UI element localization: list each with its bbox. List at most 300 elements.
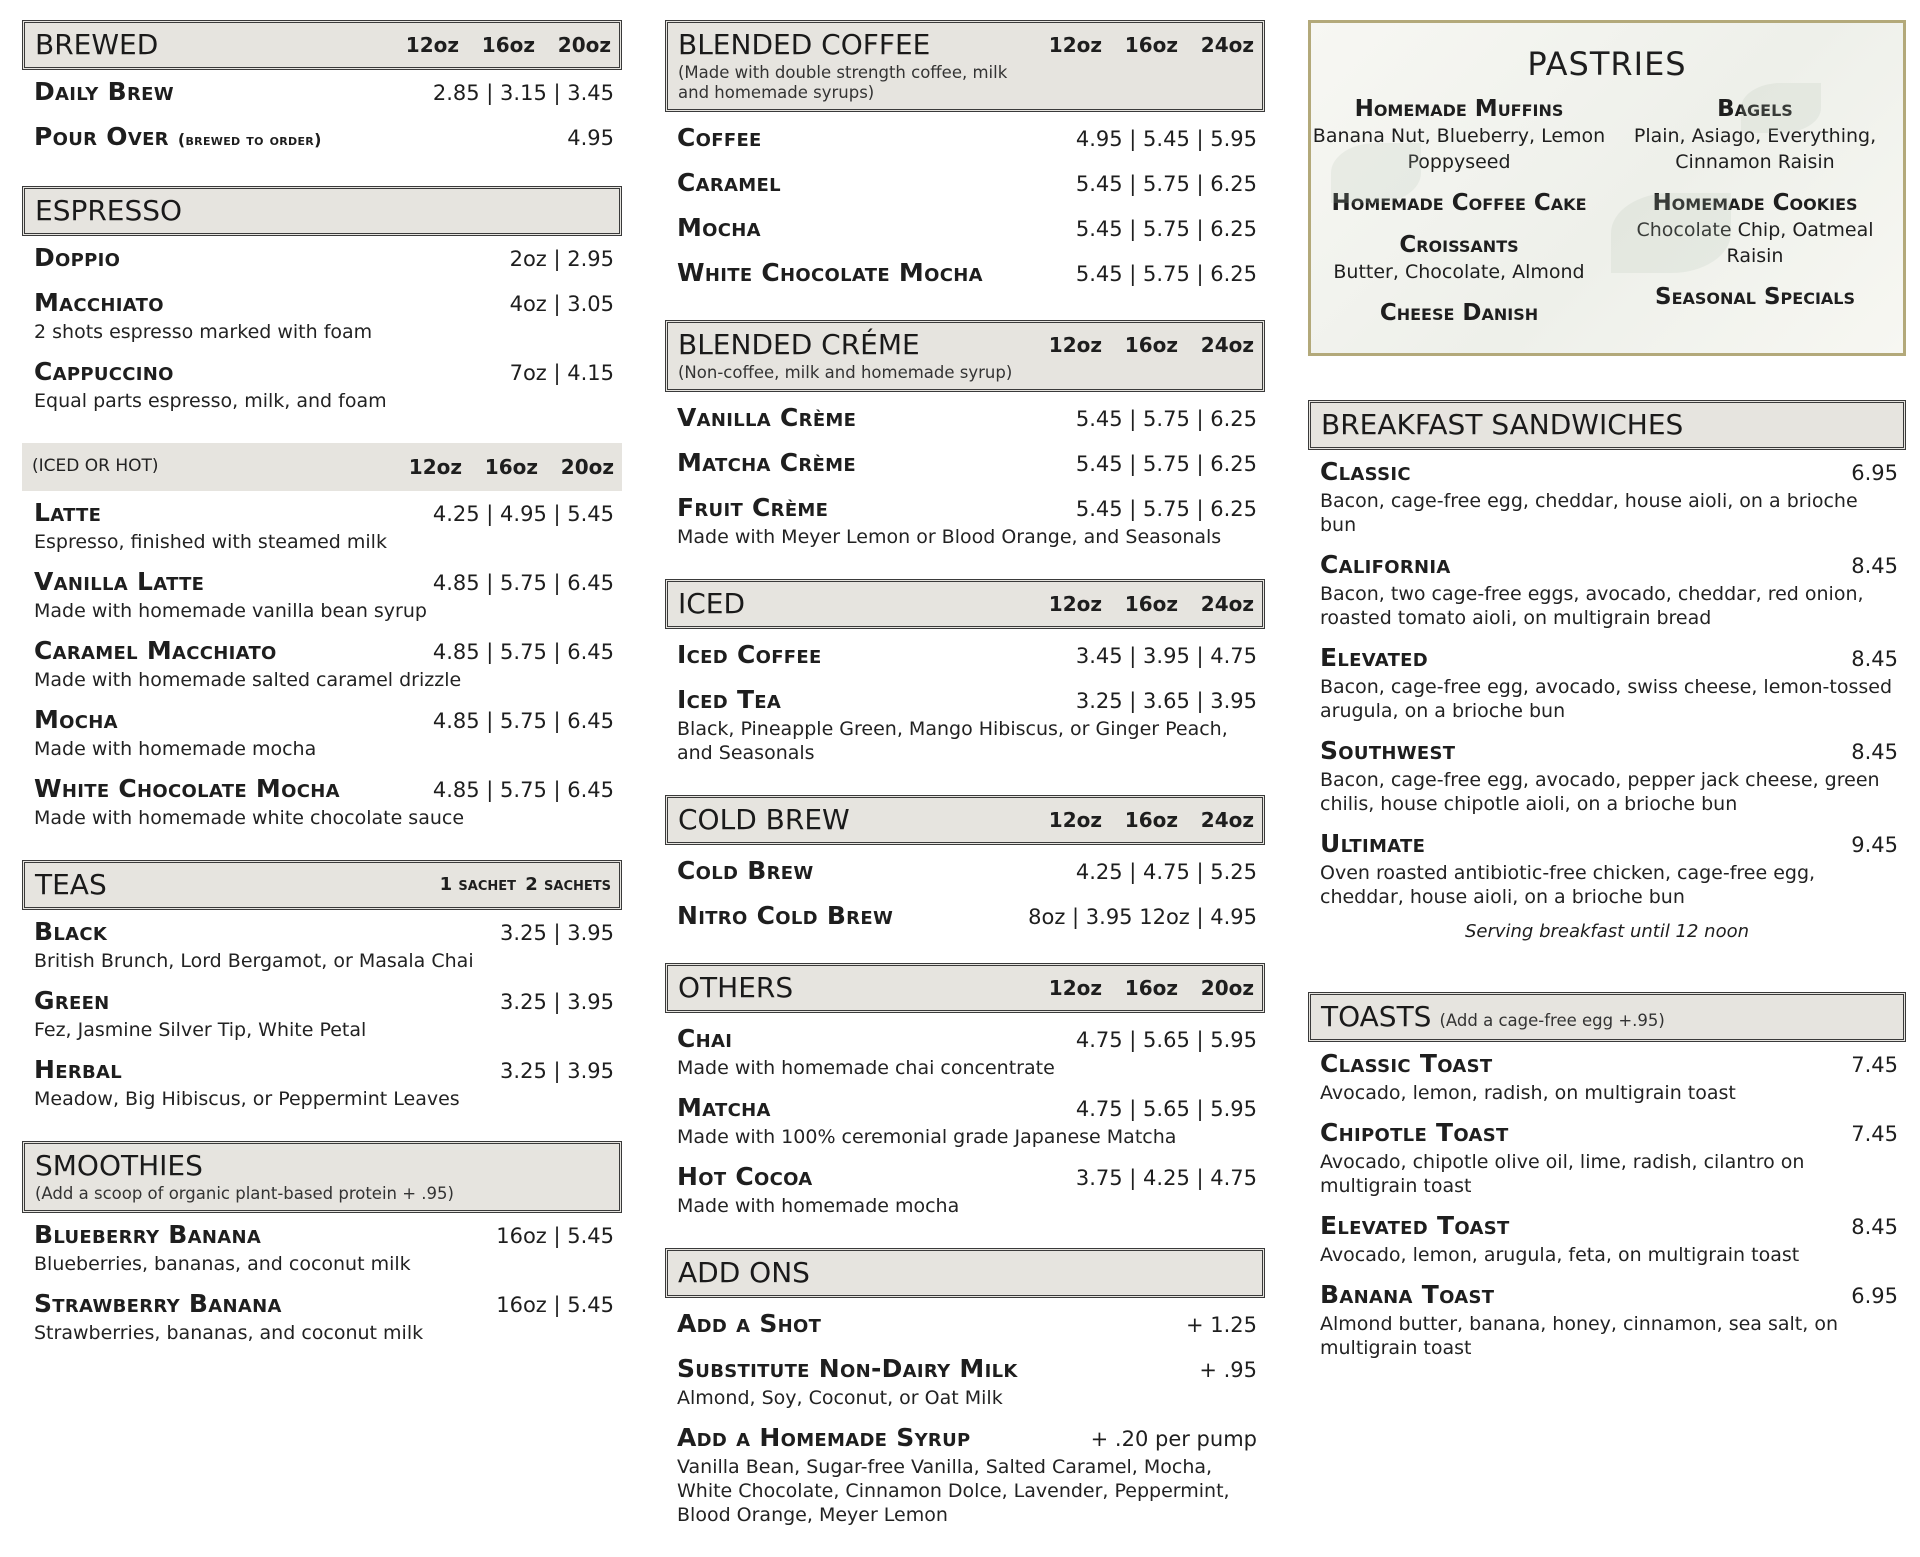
item-name: [34, 1288, 282, 1320]
menu-item: [34, 1054, 614, 1111]
menu-item-row: [34, 566, 614, 599]
menu-column-2: [665, 20, 1265, 1557]
pastry-description: Banana Nut, Blueberry, Lemon Poppyseed: [1312, 125, 1606, 173]
section-blended-coffee: [665, 20, 1265, 290]
size-headers: [1042, 586, 1254, 622]
item-name-text: Southwest: [1320, 736, 1456, 765]
size-label: 16oz: [1124, 592, 1178, 616]
item-name-text: Nitro Cold Brew: [677, 901, 894, 930]
size-label: 12oz: [1048, 592, 1102, 616]
menu-item: [1320, 735, 1898, 816]
item-name: [677, 167, 781, 199]
item-description: Fez, Jasmine Silver Tip, White Petal: [34, 1019, 367, 1041]
item-name: [1320, 1117, 1509, 1149]
item-name-text: Add a Shot: [677, 1309, 822, 1338]
item-name-text: Herbal: [34, 1055, 122, 1084]
item-price: 5.45 | 5.75 | 6.25: [1075, 262, 1257, 286]
section-teas: [22, 860, 622, 1111]
menu-item-row: [677, 1092, 1257, 1125]
item-name-text: Vanilla Crème: [677, 403, 857, 432]
menu-item: [677, 1308, 1257, 1341]
item-name: [677, 1023, 732, 1055]
menu-column-3: [1308, 20, 1906, 1390]
item-name: [1320, 1048, 1492, 1080]
menu-items: [665, 1013, 1265, 1218]
menu-item-row: [1320, 456, 1898, 489]
item-price: + .95: [1199, 1358, 1257, 1382]
menu-item-row: [677, 639, 1257, 672]
menu-item: [1320, 1117, 1898, 1198]
section-header-text: [678, 586, 745, 622]
menu-item-row: [34, 242, 614, 275]
item-name-text: Macchiato: [34, 288, 164, 317]
item-price: 4.95 | 5.45 | 5.95: [1075, 127, 1257, 151]
section-breakfast-sandwiches: [1308, 400, 1906, 909]
item-description: British Brunch, Lord Bergamot, or Masala Chai: [34, 950, 474, 972]
item-name-text: Substitute Non-Dairy Milk: [677, 1354, 1018, 1383]
section-title: COLD BREW: [678, 803, 850, 836]
item-name-text: Pour Over: [34, 122, 169, 151]
item-description: Avocado, lemon, radish, on multigrain toast: [1320, 1082, 1736, 1104]
menu-item-row: [677, 402, 1257, 435]
section-header: [665, 20, 1265, 112]
menu-item-row: [34, 916, 614, 949]
item-note: (brewed to order): [177, 130, 322, 149]
item-price: 4.85 | 5.75 | 6.45: [432, 640, 614, 664]
item-price: 4.75 | 5.65 | 5.95: [1075, 1028, 1257, 1052]
menu-items: [22, 70, 622, 156]
menu-item: [34, 287, 614, 344]
section-smoothies: [22, 1141, 622, 1345]
item-description: Vanilla Bean, Sugar-free Vanilla, Salted Caramel, Mocha, White Chocolate, Cinnamon Dolce, Lavender, Peppermint, Blood Orange, Meyer Lemon: [677, 1456, 1230, 1526]
section-toasts: [1308, 992, 1906, 1360]
item-name-text: Blueberry Banana: [34, 1220, 262, 1249]
pastry-name: Bagels: [1717, 96, 1793, 122]
item-name: [677, 855, 814, 887]
section-espresso: [22, 186, 622, 413]
item-name-text: Caramel: [677, 168, 781, 197]
menu-item-row: [677, 1422, 1257, 1455]
size-label: 20oz: [557, 33, 611, 57]
menu-item: [677, 257, 1257, 290]
item-description: Blueberries, bananas, and coconut milk: [34, 1253, 411, 1275]
item-name: [34, 121, 322, 156]
item-price: 4oz | 3.05: [509, 292, 614, 316]
section-title: BLENDED COFFEE: [678, 28, 931, 61]
item-name-text: Classic: [1320, 457, 1411, 486]
item-price: 6.95: [1851, 461, 1898, 485]
leaf-decoration: [1741, 83, 1821, 133]
menu-item-row: [677, 447, 1257, 480]
section-header-text: [35, 867, 107, 903]
section-title: (ICED OR HOT): [32, 456, 159, 476]
size-label: 16oz: [1124, 808, 1178, 832]
menu-item: [677, 1422, 1257, 1527]
menu-item: [1320, 549, 1898, 630]
menu-item: [34, 985, 614, 1042]
item-price: 16oz | 5.45: [496, 1224, 614, 1248]
size-label: 12oz: [1048, 333, 1102, 357]
menu-item: [677, 447, 1257, 480]
size-headers: [1042, 970, 1254, 1006]
item-name-text: Vanilla Latte: [34, 567, 205, 596]
menu-item-row: [677, 1023, 1257, 1056]
menu-item: [34, 356, 614, 413]
menu-item-row: [34, 704, 614, 737]
menu-item-row: [677, 492, 1257, 525]
section-header: [665, 1248, 1265, 1298]
section-header-text: [35, 1148, 454, 1206]
menu-item-row: [1320, 735, 1898, 768]
pastries-box: [1308, 20, 1906, 356]
menu-items: [665, 629, 1265, 765]
item-price: 16oz | 5.45: [496, 1293, 614, 1317]
menu-item-row: [34, 1219, 614, 1252]
menu-item: [34, 121, 614, 156]
size-label: 2 sachets: [525, 874, 611, 895]
menu-item: [677, 1353, 1257, 1410]
menu-item-row: [34, 773, 614, 806]
item-name: [34, 1219, 261, 1251]
item-name-text: Latte: [34, 498, 102, 527]
item-price: 3.75 | 4.25 | 4.75: [1075, 1166, 1257, 1190]
item-name-text: White Chocolate Mocha: [34, 774, 340, 803]
item-name: [677, 492, 828, 524]
item-price: 6.95: [1851, 1284, 1898, 1308]
menu-item: [677, 212, 1257, 245]
item-name-text: Fruit Crème: [677, 493, 829, 522]
size-label: 24oz: [1200, 333, 1254, 357]
section-subtitle: (Made with double strength coffee, milk and homemade syrups): [678, 63, 1008, 102]
menu-item-row: [677, 855, 1257, 888]
menu-item: [677, 855, 1257, 888]
menu-item: [34, 76, 614, 109]
item-name-text: Strawberry Banana: [34, 1289, 282, 1318]
menu-item-row: [677, 257, 1257, 290]
item-price: 8.45: [1851, 740, 1898, 764]
menu-items: [665, 392, 1265, 549]
section-header-text: [678, 802, 850, 838]
menu-item-row: [34, 635, 614, 668]
menu-item: [677, 122, 1257, 155]
item-name-text: Doppio: [34, 243, 121, 272]
size-label: 20oz: [1200, 976, 1254, 1000]
pastry-name: Homemade Muffins: [1354, 96, 1564, 122]
menu-items: [22, 1213, 622, 1345]
menu-item-row: [677, 167, 1257, 200]
item-name: [34, 985, 110, 1017]
item-name-text: Banana Toast: [1320, 1280, 1495, 1309]
leaf-decoration: [1331, 143, 1421, 203]
item-price: 3.25 | 3.65 | 3.95: [1075, 689, 1257, 713]
pastry-item: [1311, 299, 1607, 327]
menu-item-row: [34, 121, 614, 156]
item-price: 2.85 | 3.15 | 3.45: [432, 81, 614, 105]
item-description: Avocado, chipotle olive oil, lime, radish, cilantro on multigrain toast: [1320, 1151, 1805, 1197]
item-name-text: Cappuccino: [34, 357, 174, 386]
section-subtitle: (Add a cage-free egg +.95): [1439, 1011, 1665, 1030]
section-header: [22, 186, 622, 236]
size-label: 16oz: [484, 455, 538, 479]
item-name-text: Chai: [677, 1024, 733, 1053]
breakfast-serving-note: Serving breakfast until 12 noon: [1464, 921, 1750, 942]
menu-item-row: [34, 985, 614, 1018]
menu-item-row: [677, 1161, 1257, 1194]
item-price: 4.85 | 5.75 | 6.45: [432, 778, 614, 802]
section-title: BLENDED CRÉME: [678, 328, 920, 361]
menu-item: [1320, 1210, 1898, 1267]
size-label: 24oz: [1200, 808, 1254, 832]
menu-items: [22, 236, 622, 413]
menu-item-row: [34, 1054, 614, 1087]
item-description: Made with homemade mocha: [34, 738, 317, 760]
section-header-text: [678, 970, 793, 1006]
pastries-title: PASTRIES: [1527, 45, 1687, 83]
item-description: Bacon, two cage-free eggs, avocado, cheddar, red onion, roasted tomato aioli, on multigrain bread: [1320, 583, 1864, 629]
menu-item-row: [677, 212, 1257, 245]
item-name: [677, 1161, 813, 1193]
menu-item: [677, 639, 1257, 672]
item-description: Almond, Soy, Coconut, or Oat Milk: [677, 1387, 1003, 1409]
item-price: 4.75 | 5.65 | 5.95: [1075, 1097, 1257, 1121]
menu-item-row: [1320, 1279, 1898, 1312]
item-price: + 1.25: [1185, 1313, 1257, 1337]
menu-item: [34, 635, 614, 692]
leaf-decoration: [1611, 193, 1731, 273]
item-name: [34, 635, 277, 667]
item-name: [677, 1092, 771, 1124]
section-header: [1308, 992, 1906, 1042]
item-name-text: Mocha: [677, 213, 761, 242]
size-label: 24oz: [1200, 592, 1254, 616]
item-description: Bacon, cage-free egg, cheddar, house aioli, on a brioche bun: [1320, 490, 1858, 536]
menu-item: [677, 1161, 1257, 1218]
pastry-name: Homemade Coffee Cake: [1331, 190, 1587, 216]
section-header-text: [1321, 999, 1665, 1035]
section-iced-or-hot: [22, 443, 622, 830]
item-description: Made with homemade vanilla bean syrup: [34, 600, 427, 622]
menu-item: [677, 684, 1257, 765]
menu-item-row: [1320, 1210, 1898, 1243]
item-price: 7.45: [1851, 1053, 1898, 1077]
section-header-text: [35, 193, 182, 229]
item-price: 5.45 | 5.75 | 6.25: [1075, 217, 1257, 241]
item-price: 4.95: [567, 126, 614, 150]
menu-item-row: [1320, 1048, 1898, 1081]
menu-item: [34, 1219, 614, 1276]
item-description: Black, Pineapple Green, Mango Hibiscus, or Ginger Peach, and Seasonals: [677, 718, 1228, 764]
item-name-text: Ultimate: [1320, 829, 1426, 858]
section-header-text: [32, 449, 159, 483]
section-header-text: [1321, 407, 1683, 443]
section-subtitle: (Add a scoop of organic plant-based protein + .95): [35, 1184, 454, 1203]
item-name-text: Green: [34, 986, 110, 1015]
menu-item-row: [677, 900, 1257, 933]
item-price: 3.25 | 3.95: [500, 990, 614, 1014]
item-description: Oven roasted antibiotic-free chicken, cage-free egg, cheddar, house aioli, on a brioche bun: [1320, 862, 1816, 908]
item-price: 2oz | 2.95: [509, 247, 614, 271]
menu-item-row: [34, 356, 614, 389]
item-name: [1320, 1279, 1494, 1311]
menu-item-row: [1320, 828, 1898, 861]
pastries-left-column: [1311, 95, 1607, 341]
item-description: Made with homemade mocha: [677, 1195, 960, 1217]
item-price: 4.85 | 5.75 | 6.45: [432, 571, 614, 595]
pastry-item: [1607, 283, 1903, 311]
item-name-text: Iced Tea: [677, 685, 782, 714]
size-label: 1 sachet: [439, 874, 516, 895]
item-name-text: Matcha Crème: [677, 448, 856, 477]
item-description: Strawberries, bananas, and coconut milk: [34, 1322, 424, 1344]
item-price: 8.45: [1851, 1215, 1898, 1239]
item-price: 4.25 | 4.95 | 5.45: [432, 502, 614, 526]
size-label: 20oz: [560, 455, 614, 479]
section-header: [665, 320, 1265, 392]
item-name-text: California: [1320, 550, 1451, 579]
item-name: [677, 1353, 1018, 1385]
size-label: 16oz: [1124, 333, 1178, 357]
section-title-line: [1321, 999, 1665, 1035]
item-price: 4.25 | 4.75 | 5.25: [1075, 860, 1257, 884]
pastry-name: Homemade Cookies: [1652, 190, 1858, 216]
item-name: [677, 1308, 821, 1340]
section-header: [22, 443, 622, 491]
item-name-text: Chipotle Toast: [1320, 1118, 1509, 1147]
item-price: 5.45 | 5.75 | 6.25: [1075, 452, 1257, 476]
menu-item-row: [677, 1353, 1257, 1386]
item-description: Avocado, lemon, arugula, feta, on multigrain toast: [1320, 1244, 1800, 1266]
item-description: Meadow, Big Hibiscus, or Peppermint Leaves: [34, 1088, 460, 1110]
item-description: Almond butter, banana, honey, cinnamon, sea salt, on multigrain toast: [1320, 1313, 1839, 1359]
size-headers: [399, 27, 611, 63]
menu-item: [677, 900, 1257, 933]
item-price: 7.45: [1851, 1122, 1898, 1146]
size-label: 24oz: [1200, 33, 1254, 57]
item-description: Made with homemade chai concentrate: [677, 1057, 1055, 1079]
section-subtitle: (Non-coffee, milk and homemade syrup): [678, 363, 1013, 382]
section-title: BREAKFAST SANDWICHES: [1321, 408, 1684, 441]
section-header: [665, 963, 1265, 1013]
pastry-name: Croissants: [1399, 232, 1519, 258]
size-label: 12oz: [405, 33, 459, 57]
item-name: [34, 76, 174, 108]
size-label: 16oz: [1124, 33, 1178, 57]
item-name: [677, 639, 822, 671]
section-brewed: [22, 20, 622, 156]
section-title: ADD ONS: [678, 1256, 810, 1289]
item-name: [1320, 1210, 1510, 1242]
item-name: [34, 916, 107, 948]
menu-items: [22, 910, 622, 1111]
item-price: 8.45: [1851, 647, 1898, 671]
section-header: [665, 795, 1265, 845]
item-description: Bacon, cage-free egg, avocado, swiss cheese, lemon-tossed arugula, on a brioche bun: [1320, 676, 1893, 722]
item-name: [34, 287, 164, 319]
menu-column-1: [22, 20, 622, 1375]
item-description: Made with homemade salted caramel drizzle: [34, 669, 462, 691]
pastry-name: Cheese Danish: [1379, 300, 1539, 326]
item-name: [1320, 549, 1451, 581]
item-price: 5.45 | 5.75 | 6.25: [1075, 497, 1257, 521]
size-headers: [1042, 802, 1254, 838]
pastry-item: [1311, 231, 1607, 285]
size-label: 12oz: [1048, 808, 1102, 832]
section-title: TEAS: [35, 868, 107, 901]
item-name-text: White Chocolate Mocha: [677, 258, 983, 287]
section-blended-creme: [665, 320, 1265, 549]
section-add-ons: [665, 1248, 1265, 1527]
item-price: 3.25 | 3.95: [500, 921, 614, 945]
item-name-text: Coffee: [677, 123, 762, 152]
menu-items: [665, 112, 1265, 290]
menu-item: [34, 1288, 614, 1345]
item-price: 4.85 | 5.75 | 6.45: [432, 709, 614, 733]
item-name: [1320, 735, 1455, 767]
item-price: 3.45 | 3.95 | 4.75: [1075, 644, 1257, 668]
item-price: 8.45: [1851, 554, 1898, 578]
item-name-text: Caramel Macchiato: [34, 636, 277, 665]
item-name: [34, 704, 118, 736]
section-title: ESPRESSO: [35, 194, 183, 227]
section-header-text: [678, 1255, 810, 1291]
item-description: Made with Meyer Lemon or Blood Orange, and Seasonals: [677, 526, 1222, 548]
size-label: 16oz: [481, 33, 535, 57]
item-name: [34, 242, 120, 274]
item-name-text: Cold Brew: [677, 856, 814, 885]
size-label: 16oz: [1124, 976, 1178, 1000]
item-description: Equal parts espresso, milk, and foam: [34, 390, 387, 412]
section-header: [22, 1141, 622, 1213]
menu-item: [1320, 1048, 1898, 1105]
size-label: 12oz: [1048, 976, 1102, 1000]
menu-item: [34, 566, 614, 623]
item-name-text: Mocha: [34, 705, 118, 734]
item-name-text: Daily Brew: [34, 77, 174, 106]
menu-item-row: [677, 684, 1257, 717]
menu-item-row: [34, 76, 614, 109]
size-headers: [402, 449, 614, 485]
menu-item-row: [677, 1308, 1257, 1341]
section-header: [665, 579, 1265, 629]
menu-item: [1320, 828, 1898, 909]
menu-items: [665, 845, 1265, 933]
menu-item: [677, 402, 1257, 435]
menu-items: [665, 1298, 1265, 1527]
menu-item-row: [1320, 1117, 1898, 1150]
item-name: [677, 122, 762, 154]
menu-item: [34, 916, 614, 973]
item-name: [677, 402, 856, 434]
section-cold-brew: [665, 795, 1265, 933]
section-others: [665, 963, 1265, 1218]
menu-item: [677, 167, 1257, 200]
menu-item: [34, 242, 614, 275]
item-description: 2 shots espresso marked with foam: [34, 321, 373, 343]
menu-item-row: [677, 122, 1257, 155]
section-title: ICED: [678, 587, 746, 620]
item-name: [677, 447, 856, 479]
item-price: 5.45 | 5.75 | 6.25: [1075, 172, 1257, 196]
item-name: [1320, 828, 1425, 860]
item-name: [1320, 642, 1428, 674]
menu-item: [1320, 456, 1898, 537]
item-price: 9.45: [1851, 833, 1898, 857]
item-name-text: Matcha: [677, 1093, 771, 1122]
item-name: [677, 212, 761, 244]
section-title: TOASTS: [1321, 1000, 1432, 1033]
section-header-text: [35, 27, 158, 63]
menu-item-row: [34, 497, 614, 530]
